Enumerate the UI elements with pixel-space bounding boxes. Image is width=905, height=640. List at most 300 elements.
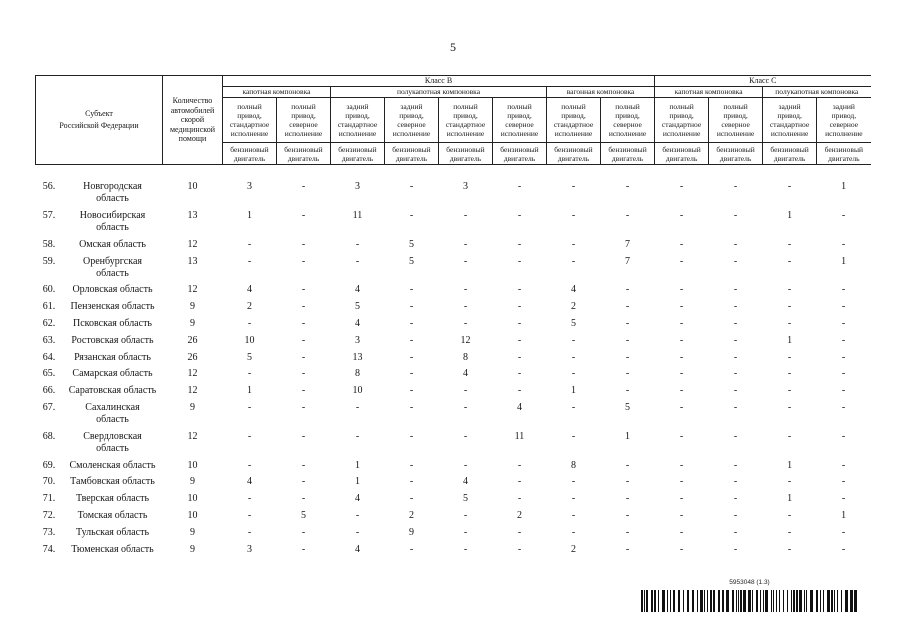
value-cell: - xyxy=(841,526,846,538)
barcode-bar xyxy=(820,590,821,612)
header-drive-column xyxy=(223,98,277,143)
value-cell: - xyxy=(787,351,792,363)
value-cell: - xyxy=(355,510,360,522)
table-header xyxy=(36,76,871,165)
vehicle-count: 9 xyxy=(190,318,195,330)
value-cell: - xyxy=(733,543,738,555)
value-cell: - xyxy=(625,526,630,538)
header-engine-column xyxy=(439,143,493,165)
header-engine-column xyxy=(385,143,439,165)
vehicle-count: 9 xyxy=(190,476,195,488)
value-cell: 11 xyxy=(352,210,363,222)
value-cell: - xyxy=(301,210,306,222)
header-engine-label: бензиновый двигатель xyxy=(230,144,269,163)
value-cell: 3 xyxy=(355,181,360,193)
header-drive-label: полный привод, стандартное исполнение xyxy=(229,101,270,139)
value-cell: - xyxy=(301,318,306,330)
vehicle-count: 12 xyxy=(187,284,198,296)
value-cell: 5 xyxy=(463,493,468,505)
value-cell: 7 xyxy=(625,238,631,250)
row-number: 71. xyxy=(42,493,56,505)
header-engine-column xyxy=(493,143,547,165)
value-cell: - xyxy=(301,543,306,555)
value-cell: - xyxy=(463,284,468,296)
value-cell: - xyxy=(625,493,630,505)
table-row xyxy=(36,508,871,525)
header-drive-label: полный привод, стандартное исполнение xyxy=(661,101,702,139)
barcode-bar xyxy=(654,590,656,612)
header-drive-label: задний привод, стандартное исполнение xyxy=(769,101,810,139)
value-cell: - xyxy=(733,476,738,488)
value-cell: - xyxy=(301,181,306,193)
barcode-bar xyxy=(726,590,729,612)
barcode-bar xyxy=(793,590,795,612)
value-cell: 4 xyxy=(355,493,360,505)
value-cell: - xyxy=(409,459,414,471)
row-number: 57. xyxy=(42,210,56,222)
value-cell: - xyxy=(733,181,738,193)
value-cell: - xyxy=(679,402,684,414)
header-drive-column xyxy=(439,98,493,143)
table-row xyxy=(36,541,871,558)
value-cell: - xyxy=(247,368,252,380)
value-cell: 3 xyxy=(247,543,252,555)
value-cell: - xyxy=(355,255,360,267)
header-layout: полукапотная компоновка xyxy=(763,87,871,98)
value-cell: - xyxy=(625,284,630,296)
header-engine-label: бензиновый двигатель xyxy=(824,144,864,163)
value-cell: - xyxy=(355,526,360,538)
barcode-bar xyxy=(736,590,737,612)
vehicle-count: 13 xyxy=(187,255,198,267)
value-cell: - xyxy=(301,493,306,505)
value-cell: - xyxy=(679,430,684,442)
value-cell: 1 xyxy=(841,510,847,522)
barcode-bar xyxy=(641,590,643,612)
value-cell: - xyxy=(301,526,306,538)
value-cell: - xyxy=(679,284,684,296)
vehicle-count: 9 xyxy=(190,543,195,555)
value-cell: 5 xyxy=(247,351,252,363)
table-row xyxy=(36,349,871,366)
value-cell: - xyxy=(301,255,306,267)
value-cell: - xyxy=(463,430,468,442)
value-cell: - xyxy=(679,255,684,267)
vehicle-count: 9 xyxy=(190,402,195,414)
header-drive-label: полный привод, северное исполнение xyxy=(608,101,647,139)
value-cell: - xyxy=(571,402,576,414)
value-cell: - xyxy=(571,476,576,488)
subject-name: Пензенская область xyxy=(70,301,155,313)
subject-name: Рязанская область xyxy=(74,351,151,363)
value-cell: 11 xyxy=(514,430,525,442)
value-cell: - xyxy=(625,368,630,380)
header-drive-column xyxy=(655,98,709,143)
value-cell: - xyxy=(571,210,576,222)
value-cell: 3 xyxy=(247,181,252,193)
row-number: 68. xyxy=(42,430,56,442)
value-cell: - xyxy=(841,301,846,313)
value-cell: 4 xyxy=(355,318,360,330)
value-cell: - xyxy=(409,334,414,346)
vehicle-count: 10 xyxy=(187,493,198,505)
value-cell: - xyxy=(247,238,252,250)
value-cell: - xyxy=(841,284,846,296)
value-cell: - xyxy=(409,351,414,363)
header-engine-label: бензиновый двигатель xyxy=(392,144,431,163)
value-cell: - xyxy=(625,351,630,363)
value-cell: - xyxy=(733,385,738,397)
value-cell: - xyxy=(409,284,414,296)
value-cell: 4 xyxy=(355,284,360,296)
header-engine-column xyxy=(223,143,277,165)
barcode-bar xyxy=(787,590,788,612)
value-cell: 1 xyxy=(247,385,252,397)
value-cell: - xyxy=(571,430,576,442)
table-row xyxy=(36,332,871,349)
barcode-bar xyxy=(651,590,653,612)
barcode-bar xyxy=(667,590,668,612)
value-cell: - xyxy=(787,368,792,380)
barcode-bar xyxy=(756,590,758,612)
value-cell: 8 xyxy=(355,368,360,380)
value-cell: - xyxy=(787,402,792,414)
barcode-bar xyxy=(771,590,772,612)
barcode-bar xyxy=(799,590,802,612)
vehicle-count: 12 xyxy=(187,238,198,250)
barcode-bar xyxy=(806,590,807,612)
barcode-bar xyxy=(644,590,645,612)
value-cell: - xyxy=(679,351,684,363)
value-cell: - xyxy=(517,318,522,330)
vehicle-count: 12 xyxy=(187,430,198,442)
row-number: 64. xyxy=(42,351,56,363)
value-cell: - xyxy=(571,368,576,380)
header-drive-column xyxy=(331,98,385,143)
value-cell: 12 xyxy=(460,334,471,346)
table-row xyxy=(36,428,871,457)
value-cell: - xyxy=(625,210,630,222)
header-engine-label: бензиновый двигатель xyxy=(338,144,377,163)
header-drive-label: задний привод, северное исполнение xyxy=(392,101,431,139)
value-cell: 4 xyxy=(247,284,252,296)
value-cell: - xyxy=(679,210,684,222)
header-engine-column xyxy=(655,143,709,165)
value-cell: - xyxy=(517,459,522,471)
header-engine-label: бензиновый двигатель xyxy=(446,144,485,163)
value-cell: - xyxy=(571,238,576,250)
barcode-bar xyxy=(763,590,764,612)
value-cell: - xyxy=(409,430,414,442)
barcode-bar xyxy=(673,590,675,612)
header-drive-column xyxy=(493,98,547,143)
value-cell: 13 xyxy=(352,351,363,363)
value-cell: - xyxy=(733,430,738,442)
table-row xyxy=(36,400,871,429)
value-cell: 1 xyxy=(787,334,793,346)
value-cell: - xyxy=(841,351,846,363)
value-cell: - xyxy=(247,510,252,522)
table-row xyxy=(36,208,871,237)
subject-name: Псковская область xyxy=(73,318,152,330)
value-cell: - xyxy=(517,181,522,193)
value-cell: - xyxy=(247,459,252,471)
row-number: 65. xyxy=(42,368,56,380)
barcode-bar xyxy=(827,590,830,612)
value-cell: - xyxy=(787,284,792,296)
barcode-bar xyxy=(845,590,848,612)
value-cell: - xyxy=(301,368,306,380)
barcode-bar xyxy=(810,590,813,612)
header-layout: капотная компоновка xyxy=(223,87,331,98)
barcode-bar xyxy=(779,590,780,612)
value-cell: 1 xyxy=(355,459,360,471)
vehicle-count: 12 xyxy=(187,368,198,380)
header-engine-label: бензиновый двигатель xyxy=(716,144,755,163)
barcode xyxy=(641,578,858,612)
barcode-bar xyxy=(831,590,833,612)
row-number: 67. xyxy=(42,402,56,414)
barcode-bar xyxy=(850,590,853,612)
header-drive-label: полный привод, стандартное исполнение xyxy=(553,101,594,139)
barcode-bar xyxy=(700,590,703,612)
value-cell: - xyxy=(301,351,306,363)
value-cell: - xyxy=(571,351,576,363)
value-cell: - xyxy=(679,526,684,538)
value-cell: - xyxy=(301,301,306,313)
subject-name: Новосибирская область xyxy=(79,210,146,234)
barcode-bar xyxy=(707,590,708,612)
barcode-bar xyxy=(765,590,768,612)
value-cell: - xyxy=(841,318,846,330)
header-engine-column xyxy=(709,143,763,165)
barcode-bar xyxy=(738,590,739,612)
value-cell: - xyxy=(571,255,576,267)
value-cell: - xyxy=(409,318,414,330)
value-cell: - xyxy=(625,181,630,193)
header-drive-label: задний привод, северное исполнение xyxy=(825,101,863,139)
subject-name: Оренбургская область xyxy=(82,255,142,279)
row-number: 61. xyxy=(42,301,56,313)
header-drive-column xyxy=(817,98,871,143)
value-cell: - xyxy=(409,402,414,414)
header-class: Класс С xyxy=(655,76,871,87)
header-drive-label: полный привод, стандартное исполнение xyxy=(445,101,486,139)
value-cell: - xyxy=(409,181,414,193)
subject-name: Орловская область xyxy=(72,284,153,296)
barcode-bar xyxy=(692,590,694,612)
value-cell: - xyxy=(247,255,252,267)
subject-name: Тверская область xyxy=(75,493,150,505)
subject-name: Омская область xyxy=(79,238,146,250)
value-cell: - xyxy=(733,238,738,250)
value-cell: - xyxy=(841,543,846,555)
subject-name: Ростовская область xyxy=(71,334,154,346)
value-cell: - xyxy=(355,238,360,250)
vehicle-count: 9 xyxy=(190,526,195,538)
value-cell: - xyxy=(787,385,792,397)
barcode-bar xyxy=(796,590,798,612)
ambulance-distribution-table xyxy=(35,75,871,558)
value-cell: 1 xyxy=(787,210,793,222)
value-cell: - xyxy=(301,385,306,397)
value-cell: - xyxy=(463,543,468,555)
value-cell: - xyxy=(517,526,522,538)
value-cell: - xyxy=(517,334,522,346)
value-cell: - xyxy=(841,238,846,250)
value-cell: 1 xyxy=(787,459,793,471)
value-cell: 4 xyxy=(571,284,576,296)
value-cell: - xyxy=(679,385,684,397)
value-cell: - xyxy=(787,301,792,313)
page-number: 5 xyxy=(450,40,456,54)
table-row xyxy=(36,179,871,208)
value-cell: - xyxy=(517,351,522,363)
table-row xyxy=(36,299,871,316)
table-spacer-row xyxy=(36,165,871,179)
barcode-bar xyxy=(804,590,805,612)
header-drive-column xyxy=(385,98,439,143)
row-number: 62. xyxy=(42,318,56,330)
subject-name: Сахалинская область xyxy=(85,402,140,426)
value-cell: - xyxy=(409,368,414,380)
value-cell: - xyxy=(679,238,684,250)
header-engine-column xyxy=(331,143,385,165)
value-cell: - xyxy=(571,526,576,538)
value-cell: - xyxy=(733,284,738,296)
value-cell: 5 xyxy=(409,255,414,267)
value-cell: 10 xyxy=(244,334,255,346)
value-cell: - xyxy=(463,238,468,250)
value-cell: - xyxy=(625,543,630,555)
subject-name: Смоленская область xyxy=(69,459,156,471)
value-cell: - xyxy=(517,238,522,250)
value-cell: 2 xyxy=(409,510,414,522)
value-cell: - xyxy=(679,301,684,313)
value-cell: - xyxy=(679,368,684,380)
barcode-bar xyxy=(748,590,751,612)
value-cell: - xyxy=(625,334,630,346)
value-cell: - xyxy=(517,368,522,380)
value-cell: - xyxy=(787,430,792,442)
barcode-bar xyxy=(752,590,753,612)
value-cell: - xyxy=(733,255,738,267)
vehicle-count: 13 xyxy=(187,210,198,222)
value-cell: - xyxy=(679,543,684,555)
value-cell: - xyxy=(247,402,252,414)
value-cell: 8 xyxy=(463,351,468,363)
value-cell: - xyxy=(679,476,684,488)
header-drive-column xyxy=(277,98,331,143)
barcode-bar xyxy=(713,590,715,612)
value-cell: 4 xyxy=(247,476,252,488)
header-engine-label: бензиновый двигатель xyxy=(500,144,539,163)
value-cell: 5 xyxy=(301,510,306,522)
value-cell: - xyxy=(301,284,306,296)
value-cell: - xyxy=(463,526,468,538)
value-cell: - xyxy=(409,476,414,488)
barcode-bar xyxy=(646,590,648,612)
value-cell: - xyxy=(733,210,738,222)
barcode-bar xyxy=(783,590,784,612)
row-number: 59. xyxy=(42,255,56,267)
subject-name: Новгородская область xyxy=(83,181,142,205)
barcode-bar xyxy=(658,590,659,612)
barcode-bar xyxy=(710,590,712,612)
value-cell: - xyxy=(247,318,252,330)
row-number: 74. xyxy=(42,543,56,555)
row-number: 63. xyxy=(42,334,56,346)
value-cell: 2 xyxy=(571,543,576,555)
table-row xyxy=(36,524,871,541)
header-drive-label: задний привод, стандартное исполнение xyxy=(337,101,378,139)
table-row xyxy=(36,491,871,508)
value-cell: 1 xyxy=(841,255,847,267)
value-cell: - xyxy=(841,493,846,505)
barcode-bar xyxy=(823,590,824,612)
table-row xyxy=(36,316,871,333)
row-number: 66. xyxy=(42,385,56,397)
header-drive-label: полный привод, северное исполнение xyxy=(500,101,539,139)
value-cell: - xyxy=(733,526,738,538)
subject-name: Самарская область xyxy=(72,368,153,380)
header-drive-column xyxy=(763,98,817,143)
value-cell: - xyxy=(463,255,468,267)
value-cell: - xyxy=(733,510,738,522)
value-cell: - xyxy=(517,284,522,296)
value-cell: - xyxy=(463,210,468,222)
value-cell: - xyxy=(841,385,846,397)
barcode-bar xyxy=(704,590,705,612)
header-drive-label: полный привод, северное исполнение xyxy=(716,101,755,139)
value-cell: - xyxy=(409,210,414,222)
row-number: 70. xyxy=(42,476,56,488)
value-cell: 1 xyxy=(625,430,631,442)
value-cell: - xyxy=(247,430,252,442)
barcode-bar xyxy=(697,590,698,612)
value-cell: - xyxy=(571,334,576,346)
vehicle-count: 10 xyxy=(187,459,198,471)
table-row xyxy=(36,282,871,299)
vehicle-count: 10 xyxy=(187,181,198,193)
header-layout: вагонная компоновка xyxy=(547,87,655,98)
value-cell: - xyxy=(247,493,252,505)
header-drive-column xyxy=(547,98,601,143)
value-cell: 1 xyxy=(841,181,847,193)
row-number: 72. xyxy=(42,510,56,522)
value-cell: 8 xyxy=(571,459,576,471)
value-cell: - xyxy=(301,459,306,471)
vehicle-count: 10 xyxy=(187,510,198,522)
value-cell: - xyxy=(409,301,414,313)
value-cell: - xyxy=(355,430,360,442)
value-cell: - xyxy=(841,334,846,346)
barcode-bar xyxy=(743,590,746,612)
barcode-icon xyxy=(641,590,858,612)
row-number: 56. xyxy=(42,181,56,193)
value-cell: - xyxy=(733,368,738,380)
value-cell: 1 xyxy=(247,210,252,222)
header-class: Класс В xyxy=(223,76,655,87)
value-cell: - xyxy=(733,301,738,313)
value-cell: 3 xyxy=(463,181,468,193)
value-cell: - xyxy=(787,255,792,267)
barcode-bar xyxy=(662,590,665,612)
barcode-bar xyxy=(776,590,777,612)
value-cell: 5 xyxy=(355,301,360,313)
value-cell: - xyxy=(733,334,738,346)
value-cell: - xyxy=(517,255,522,267)
